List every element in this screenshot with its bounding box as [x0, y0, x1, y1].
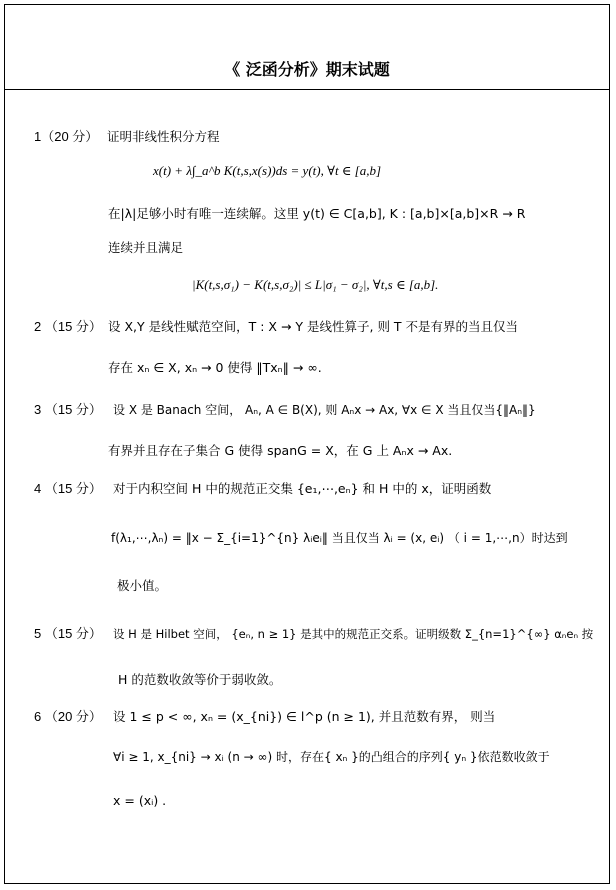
problem-6-line-2: ∀i ≥ 1, x_{ni} → xᵢ (n → ∞) 时，存在{ xₙ }的凸组合的序列{ yₙ }依范数收敛于: [113, 750, 550, 764]
problem-4-line-2: f(λ₁,⋯,λₙ) = ‖x − Σ_{i=1}^{n} λᵢeᵢ‖ 当且仅当 λᵢ = (x, eᵢ) （ i = 1,⋯,n）时达到: [111, 531, 568, 545]
problem-6-line-3: x = (xᵢ) .: [113, 793, 167, 808]
problem-2-number: 2 （15 分）: [34, 319, 102, 334]
problem-1-number: 1（20 分）: [34, 129, 99, 144]
problem-3-number: 3 （15 分）: [34, 402, 102, 417]
title-row: [5, 5, 609, 90]
problem-4-line-3: 极小值。: [117, 578, 168, 593]
page-title: 《 泛函分析》期末试题: [224, 60, 390, 79]
problem-3-line-1: 设 X 是 Banach 空间， Aₙ, A ∈ B(X), 则 Aₙx → Ax, ∀x ∈ X 当且仅当{‖Aₙ‖}: [113, 403, 536, 417]
problem-1-line-4: 连续并且满足: [108, 240, 184, 255]
problem-5-line-2: H 的范数收敛等价于弱收敛。: [118, 672, 282, 687]
problem-4-number: 4 （15 分）: [34, 481, 102, 496]
problem-1-line-2: x(t) + λ∫_a^b K(t,s,x(s))ds = y(t), ∀t ∈ [a,b]: [153, 163, 382, 178]
problem-2-line-2: 存在 xₙ ∈ X, xₙ → 0 使得 ‖Txₙ‖ → ∞.: [108, 360, 322, 375]
problem-5-line-1: 设 H 是 Hilbet 空间， {eₙ, n ≥ 1} 是其中的规范正交系。证明级数 Σ_{n=1}^{∞} αₙeₙ 按: [113, 627, 594, 641]
problem-5-number: 5 （15 分）: [34, 626, 102, 641]
problem-4-line-1: 对于内积空间 H 中的规范正交集 {e₁,⋯,eₙ} 和 H 中的 x，证明函数: [113, 481, 492, 496]
problem-6-line-1: 设 1 ≤ p < ∞, xₙ = (x_{ni}) ∈ l^p (n ≥ 1), 并且范数有界， 则当: [113, 709, 496, 724]
problem-1-line-5: |K(t,s,σ₁) − K(t,s,σ₂)| ≤ L|σ₁ − σ₂|, ∀t,s ∈ [a,b].: [192, 277, 439, 292]
problem-6-number: 6 （20 分）: [34, 709, 102, 724]
problem-1-line-1: 证明非线性积分方程: [107, 129, 220, 144]
problem-2-line-1: 设 X,Y 是线性赋范空间，T : X → Y 是线性算子, 则 T 不是有界的当且仅当: [108, 319, 519, 334]
problem-1-line-3: 在|λ|足够小时有唯一连续解。这里 y(t) ∈ C[a,b], K : [a,b]×[a,b]×R → R: [108, 206, 526, 221]
problem-3-line-2: 有界并且存在子集合 G 使得 spanG = X，在 G 上 Aₙx → Ax.: [108, 443, 453, 458]
